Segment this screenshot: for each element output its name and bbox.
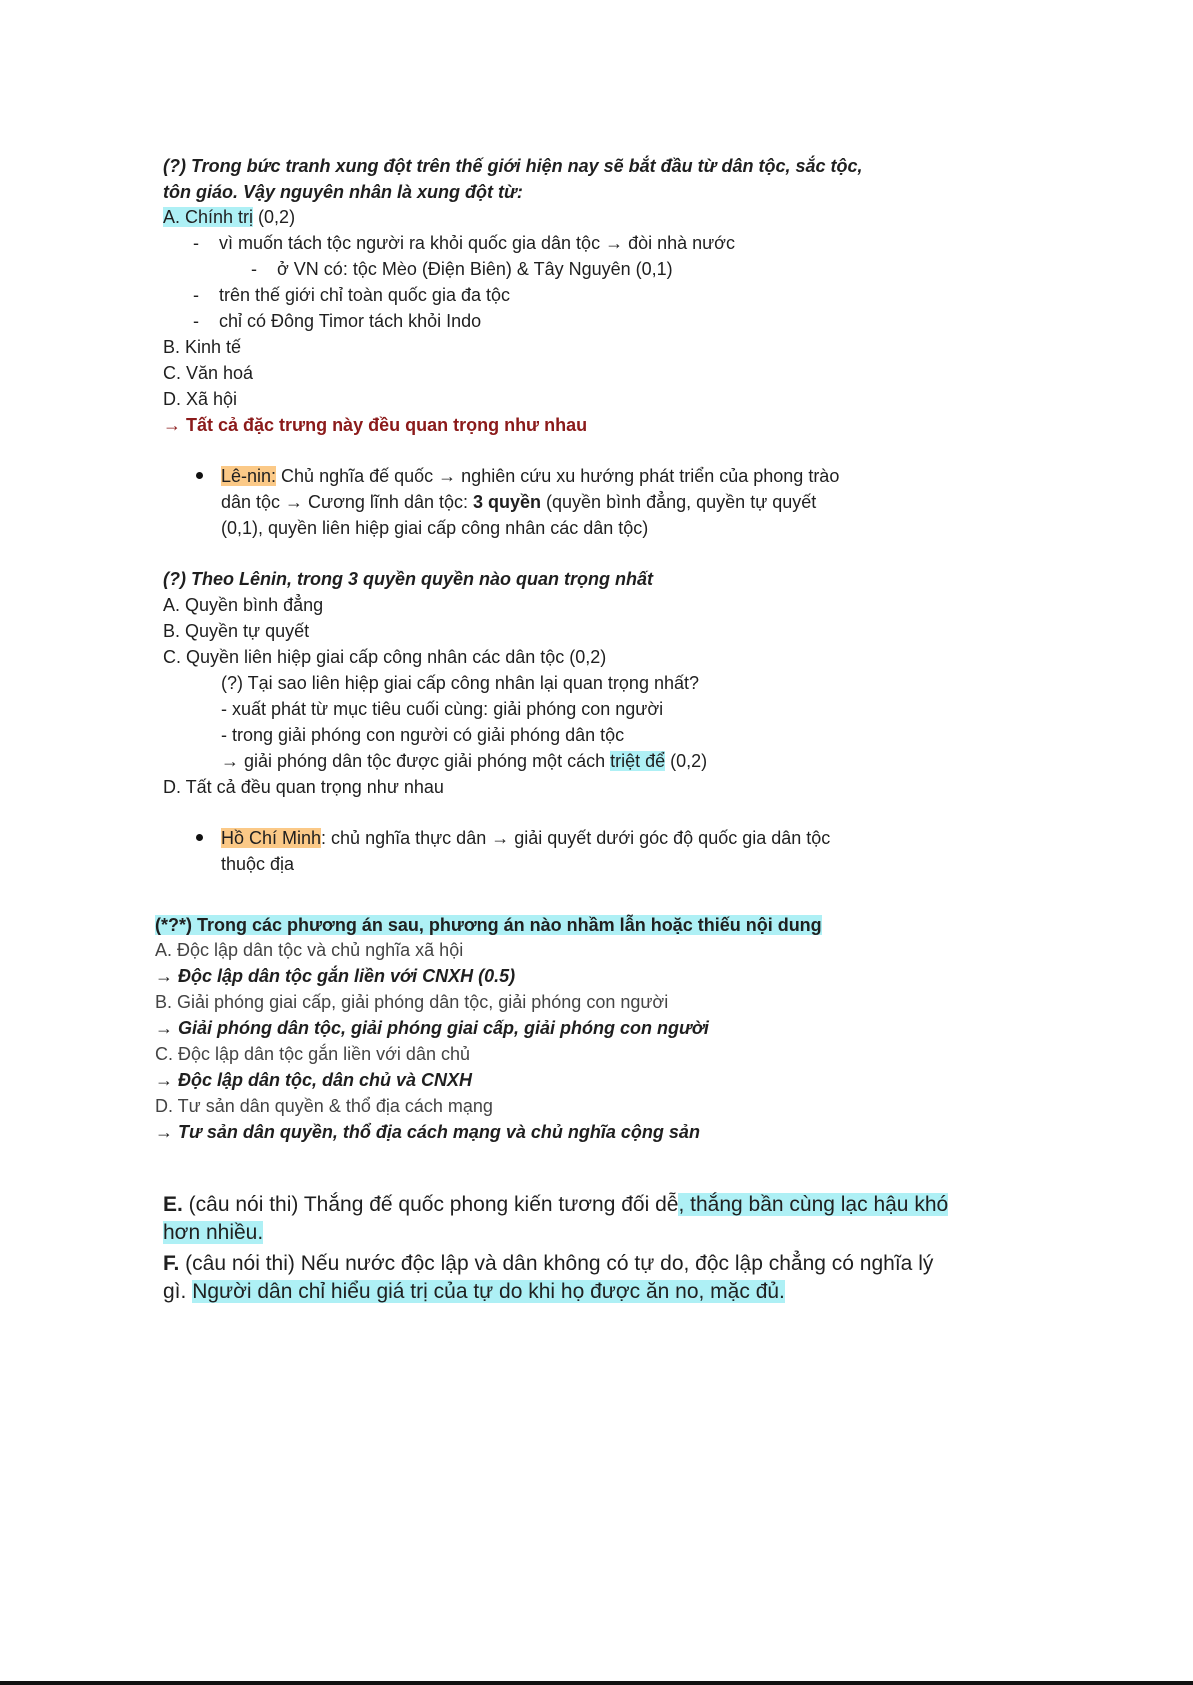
q2-c-sub4-post: (0,2) (665, 751, 708, 771)
lenin-line2-pre: dân tộc → Cương lĩnh dân tộc: (221, 492, 473, 512)
quote-e-line2 (163, 1219, 263, 1247)
q1-question-line2: tôn giáo. Vậy nguyên nhân là xung đột từ: (163, 182, 523, 202)
q1-a-sub2-text: trên thế giới chỉ toàn quốc gia đa tộc (219, 285, 510, 305)
lenin-name: Lê-nin: (221, 466, 277, 486)
q2-question: (?) Theo Lênin, trong 3 quyền quyền nào quan trọng nhất (163, 569, 653, 589)
lenin-bullet (196, 472, 203, 479)
hcm-bullet (196, 834, 203, 841)
q1-question-line1: (?) Trong bức tranh xung đột trên thế giới hiện nay sẽ bắt đầu từ dân tộc, sắc tộc, (163, 156, 863, 176)
q2-option-a: A. Quyền bình đẳng (163, 595, 324, 615)
quote-e-line2-highlight: hơn nhiều. (163, 1221, 264, 1244)
quote-f-label: F. (163, 1252, 180, 1275)
bottom-edge-rule (0, 1681, 1193, 1685)
hcm-name: Hồ Chí Minh (221, 828, 322, 848)
hcm-line1 (221, 825, 830, 851)
q1-option-a-highlight: A. Chính trị (163, 207, 254, 227)
q3-question (155, 912, 822, 938)
q1-a-sub1: - vì muốn tách tộc người ra khỏi quốc gia dân tộc → đòi nhà nước (193, 233, 735, 253)
q3-option-d-answer: → Tư sản dân quyền, thổ địa cách mạng và chủ nghĩa cộng sản (155, 1122, 700, 1142)
q3-option-b-answer: → Giải phóng dân tộc, giải phóng giai cấp, giải phóng con người (155, 1018, 709, 1038)
q2-c-sub1: (?) Tại sao liên hiệp giai cấp công nhân lại quan trọng nhất? (221, 673, 700, 693)
q2-option-b: B. Quyền tự quyết (163, 621, 310, 641)
q3-option-c-answer: → Độc lập dân tộc, dân chủ và CNXH (155, 1070, 473, 1090)
quote-f-line2 (163, 1278, 785, 1306)
q1-a-sub1-text: vì muốn tách tộc người ra khỏi quốc gia dân tộc → đòi nhà nước (219, 233, 735, 253)
q3-option-a: A. Độc lập dân tộc và chủ nghĩa xã hội (155, 940, 464, 960)
quote-f-line1 (163, 1250, 933, 1278)
q3-option-b: B. Giải phóng giai cấp, giải phóng dân tộc, giải phóng con người (155, 992, 669, 1012)
lenin-line1 (221, 463, 839, 489)
q3-option-a-answer: → Độc lập dân tộc gắn liền với CNXH (0.5) (155, 966, 516, 986)
q1-a-sub3-text: chỉ có Đông Timor tách khỏi Indo (219, 311, 482, 331)
q2-c-sub2: - xuất phát từ mục tiêu cuối cùng: giải phóng con người (221, 699, 664, 719)
q2-option-d: D. Tất cả đều quan trọng như nhau (163, 777, 444, 797)
hcm-line2: thuộc địa (221, 854, 295, 874)
quote-e-line1-highlight: , thắng bần cùng lạc hậu khó (678, 1193, 949, 1216)
lenin-line2 (221, 489, 816, 515)
lenin-line1-rest: Chủ nghĩa đế quốc → nghiên cứu xu hướng phát triển của phong trào (276, 466, 840, 486)
q1-option-d: D. Xã hội (163, 389, 238, 409)
q1-a-sub2: - trên thế giới chỉ toàn quốc gia đa tộc (193, 285, 510, 305)
quote-f-line1-text: (câu nói thi) Nếu nước độc lập và dân không có tự do, độc lập chẳng có nghĩa lý (179, 1252, 934, 1275)
q3-question-text: (*?*) Trong các phương án sau, phương án nào nhầm lẫn hoặc thiếu nội dung (155, 915, 822, 935)
lenin-line2-bold: 3 quyền (473, 492, 542, 512)
quote-f-line2-pre: gì. (163, 1280, 193, 1303)
q1-option-a (163, 204, 295, 230)
q1-a-sub1-sub: - ở VN có: tộc Mèo (Điện Biên) & Tây Nguyên (0,1) (251, 259, 673, 279)
quote-f-line2-highlight: Người dân chỉ hiểu giá trị của tự do khi họ được ăn no, mặc đủ. (192, 1280, 785, 1303)
quote-e-line1 (163, 1191, 948, 1219)
q1-answer: → Tất cả đặc trưng này đều quan trọng như nhau (163, 415, 588, 435)
quote-e-label: E. (163, 1193, 183, 1216)
q3-option-d: D. Tư sản dân quyền & thổ địa cách mạng (155, 1096, 493, 1116)
q1-option-b: B. Kinh tế (163, 337, 242, 357)
q2-option-c: C. Quyền liên hiệp giai cấp công nhân các dân tộc (0,2) (163, 647, 607, 667)
q3-option-c: C. Độc lập dân tộc gắn liền với dân chủ (155, 1044, 470, 1064)
q1-option-a-score: (0,2) (253, 207, 296, 227)
q2-c-sub4-highlight: triệt để (610, 751, 666, 771)
hcm-line1-rest: : chủ nghĩa thực dân → giải quyết dưới góc độ quốc gia dân tộc (321, 828, 831, 848)
q2-c-sub4 (221, 748, 707, 774)
q1-a-sub1-sub-text: ở VN có: tộc Mèo (Điện Biên) & Tây Nguyên (0,1) (277, 259, 673, 279)
q1-a-sub3: - chỉ có Đông Timor tách khỏi Indo (193, 311, 482, 331)
lenin-line3: (0,1), quyền liên hiệp giai cấp công nhân các dân tộc) (221, 518, 649, 538)
q1-option-c: C. Văn hoá (163, 363, 254, 383)
lenin-line2-post: (quyền bình đẳng, quyền tự quyết (541, 492, 817, 512)
quote-e-line1-pre: (câu nói thi) Thắng đế quốc phong kiến tương đối dễ (182, 1193, 679, 1216)
q2-c-sub4-pre: → giải phóng dân tộc được giải phóng một cách (221, 751, 611, 771)
q2-c-sub3: - trong giải phóng con người có giải phóng dân tộc (221, 725, 625, 745)
